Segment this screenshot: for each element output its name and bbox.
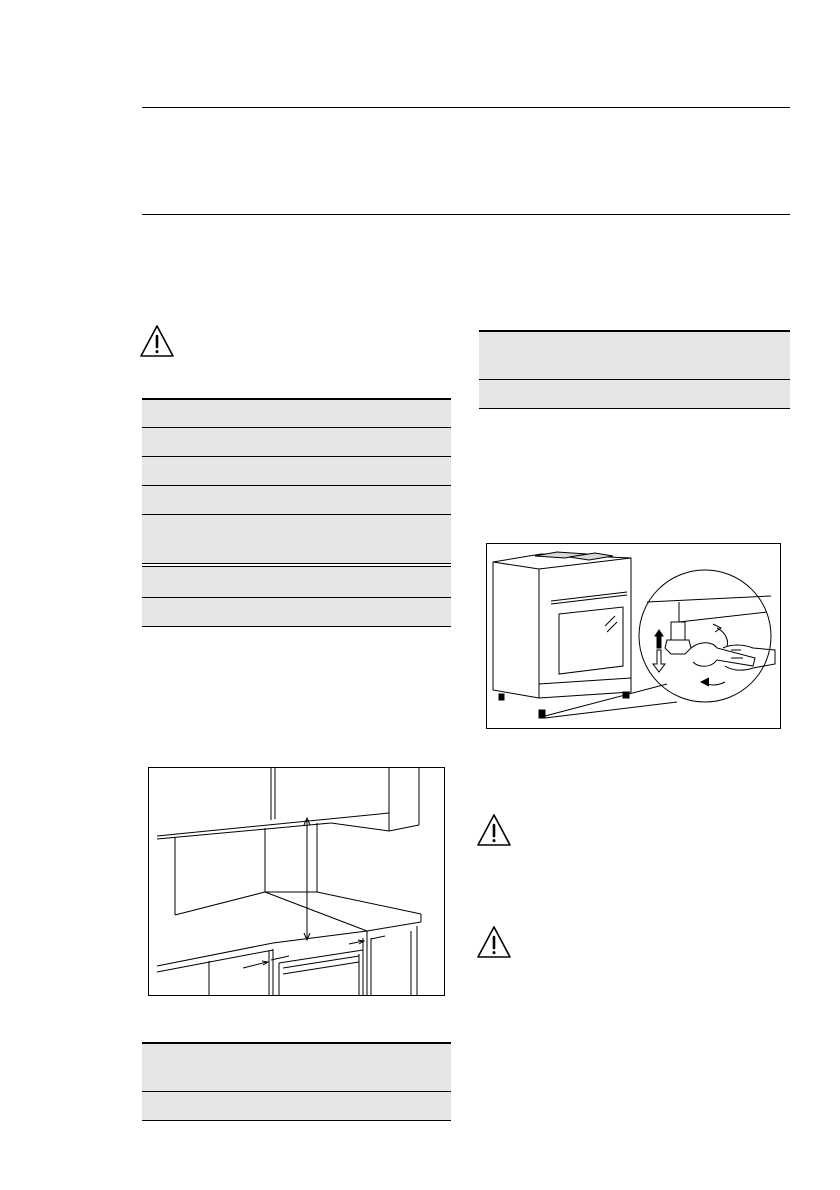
spec-table-right bbox=[479, 330, 790, 412]
table-row bbox=[479, 332, 790, 379]
table-row bbox=[142, 598, 451, 626]
spec-table-left-bottom bbox=[142, 1042, 451, 1124]
table-row bbox=[142, 428, 451, 456]
table-row bbox=[142, 1092, 451, 1120]
table-row bbox=[142, 515, 451, 563]
warning-triangle-icon bbox=[475, 924, 513, 960]
kitchen-clearance-diagram bbox=[148, 767, 445, 996]
table-row bbox=[142, 400, 451, 427]
warning-triangle-icon bbox=[475, 812, 513, 848]
table-row bbox=[479, 380, 790, 408]
header-rule-bottom bbox=[142, 214, 790, 215]
warning-triangle-icon bbox=[138, 323, 176, 359]
spec-table-left bbox=[142, 398, 451, 630]
header-rule-top bbox=[142, 107, 790, 108]
table-row bbox=[142, 567, 451, 597]
table-row bbox=[142, 457, 451, 485]
cooker-leveling-feet-diagram bbox=[486, 543, 781, 729]
table-row bbox=[142, 1044, 451, 1091]
table-row bbox=[142, 486, 451, 514]
